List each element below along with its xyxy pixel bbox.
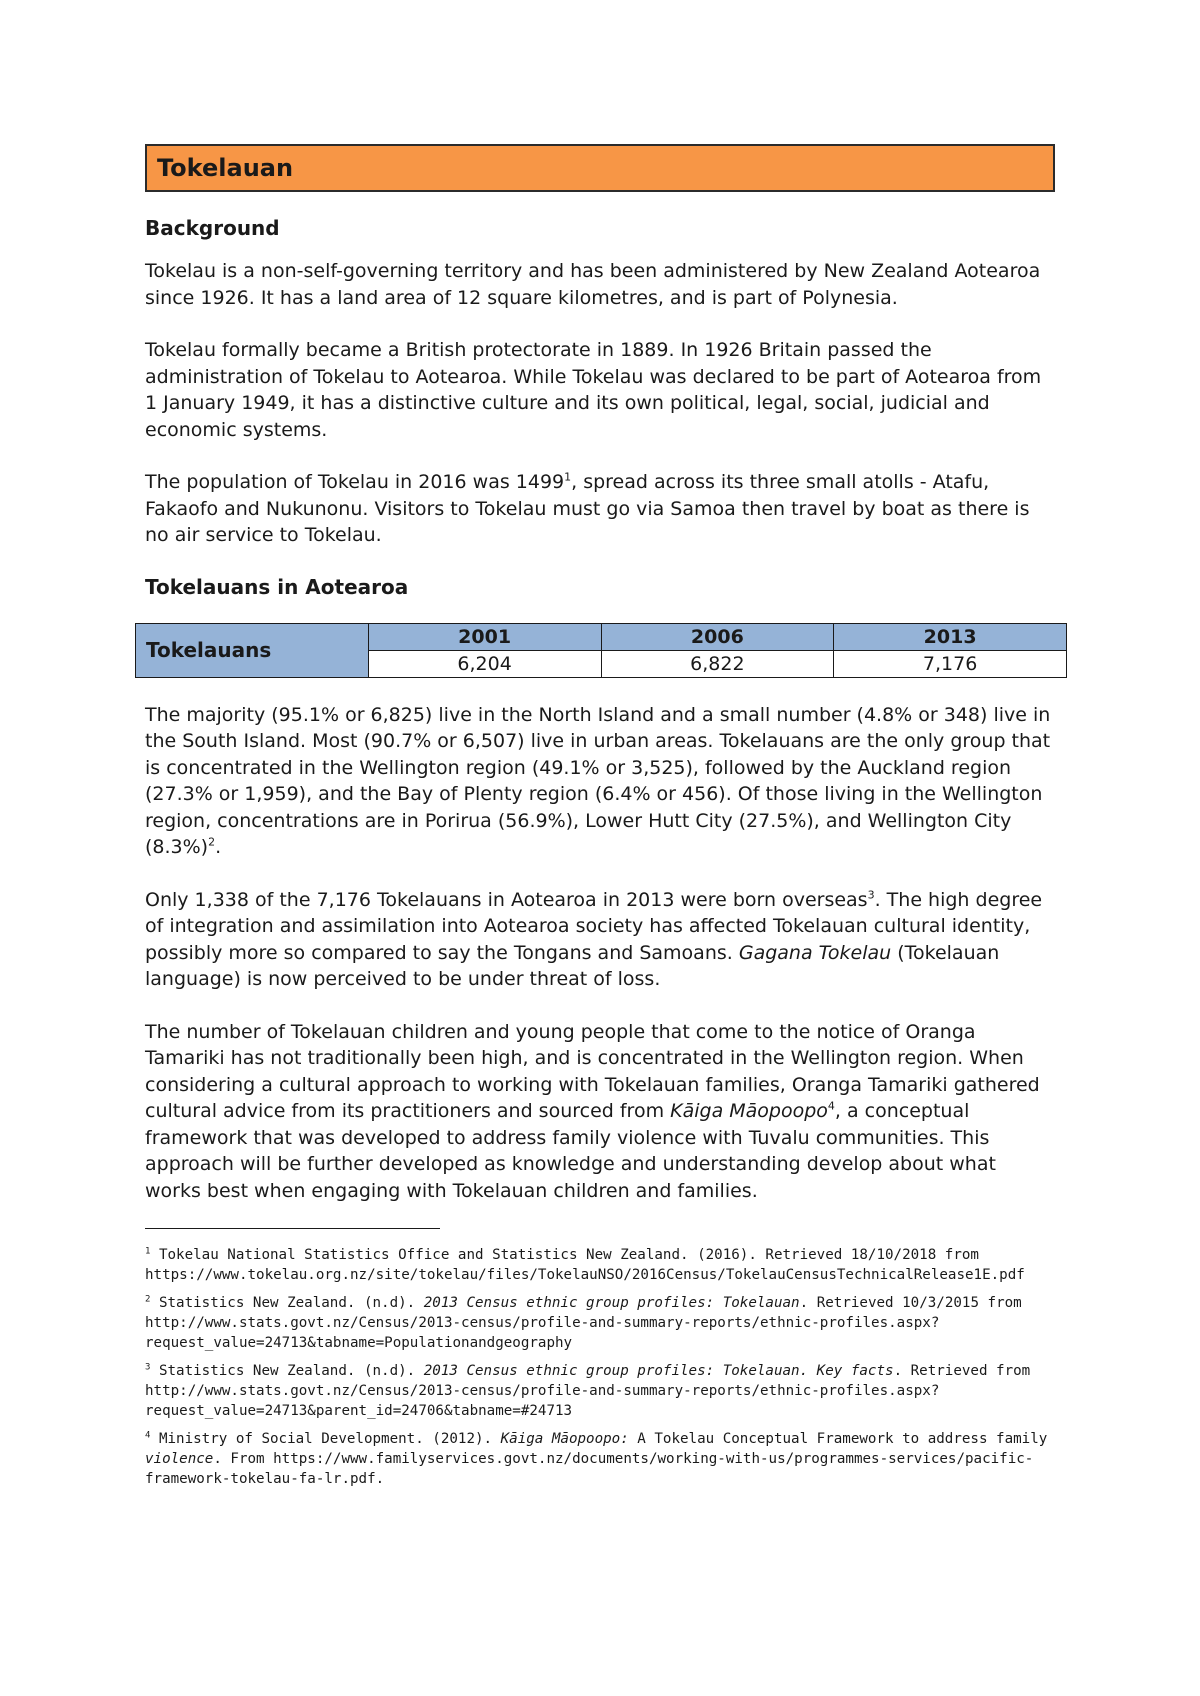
aotearoa-paragraph-1: The majority (95.1% or 6,825) live in the North Island and a small number (4.8% or 348) live in the South Island. Most (90.7% or 6,507) live in urban areas. Tokelauans are the only group that is concentrated in the Wellington region (49.1% or 3,525), followed by the Auckland region (27.3% or 1,959), and the Bay of Plenty region (6.4% or 456). Of those living in the Wellington region, concentrations are in Porirua (56.9%), Lower Hutt City (27.5%), and Wellington City $(8.3\%)^2$.	[145, 703, 1051, 858]
aotearoa-heading: Tokelauans in Aotearoa	[145, 574, 409, 599]
background-paragraph-3: The population of Tokelau in 2016 was 1499$^1$, spread across its three small atolls - Atafu, Fakaofo and Nukunonu. Visitors to Tokelau must go via Samoa then travel by boat as there is no air service to Tokelau.	[145, 470, 1030, 546]
footnote-ref-1: 1	[564, 470, 572, 484]
footnote-ref-2: 2	[208, 835, 216, 849]
table-cell-value: 6,822	[601, 650, 834, 677]
background-paragraph-2: Tokelau formally became a British protectorate in 1889. In 1926 Britain passed the administration of Tokelau to Aotearoa. While Tokelau was declared to be part of Aotearoa from 1 January 1949, it has a distinctive culture and its own political, legal, social, judicial and economic systems.	[145, 339, 1042, 441]
footnote-1: $^1$ Tokelau National Statistics Office and Statistics New Zealand. (2016). Retrieved 18/10/2018 from https://www.tokelau.org.nz/site/tokelau/files/TokelauNSO/2016Census/TokelauCensusTechnicalRelease1E.pdf	[145, 1246, 1025, 1283]
footnote-divider	[145, 1228, 440, 1229]
footnote-3: $^3$ Statistics New Zealand. (n.d). 2013 Census ethnic group profiles: Tokelauan. Key facts. Retrieved from http://www.stats.govt.nz/Census/2013-census/profile-and-summary-reports/ethnic-profiles.aspx?request_value=24713&parent_id=24706&tabname=#24713	[145, 1362, 1031, 1419]
language-name: Gagana Tokelau	[738, 941, 892, 964]
table-header-year: 2013	[834, 623, 1067, 650]
framework-name: Kāiga Māopoopo	[670, 1100, 828, 1122]
table-row-label: Tokelauans	[136, 623, 369, 677]
footnote-4: $^4$ Ministry of Social Development. (2012). Kāiga Māopoopo: A Tokelau Conceptual Framework to address family violence. From https://www.familyservices.govt.nz/documents/working-with-us/programmes-services/pacific-framework-tokelau-fa-lr.pdf.	[145, 1430, 1048, 1487]
table-header-year: 2006	[601, 623, 834, 650]
table-cell-value: 7,176	[834, 650, 1067, 677]
background-heading: Background	[145, 216, 280, 240]
table-header-year: 2001	[368, 623, 601, 650]
footnote-ref-3: 3	[867, 888, 875, 902]
aotearoa-paragraph-3: The number of Tokelauan children and young people that come to the notice of Oranga Tamariki has not traditionally been high, and is concentrated in the Wellington region. When considering a cultural approach to working with Tokelauan families, Oranga Tamariki gathered cultural advice from its practitioners and sourced from Kāiga Māopoopo$^4$, a conceptual framework that was developed to address family violence with Tuvalu communities. This approach will be further developed as knowledge and understanding develop about what works best when engaging with Tokelauan children and families.	[145, 1020, 1040, 1202]
table-cell-value: 6,204	[368, 650, 601, 677]
document-page	[145, 144, 1055, 1489]
title-banner	[145, 144, 1055, 192]
aotearoa-paragraph-2: Only 1,338 of the 7,176 Tokelauans in Aotearoa in 2013 were born overseas$^3$. The high degree of integration and assimilation into Aotearoa society has affected Tokelauan cultural identity, possibly more so compared to say the Tongans and Samoans. Gagana Tokelau (Tokelauan language) is now perceived to be under threat of loss.	[145, 888, 1043, 990]
footnote-2: $^2$ Statistics New Zealand. (n.d). 2013 Census ethnic group profiles: Tokelauan. Retrieved 10/3/2015 from http://www.stats.govt.nz/Census/2013-census/profile-and-summary-reports/ethnic-profiles.aspx?request_value=24713&tabname=Populationandgeography	[145, 1294, 1022, 1351]
page-title: Tokelauan	[157, 154, 294, 182]
footnote-ref-4: 4	[827, 1099, 835, 1113]
background-paragraph-1: Tokelau is a non-self-governing territory and has been administered by New Zealand Aotearoa since 1926. It has a land area of 12 square kilometres, and is part of Polynesia.	[145, 260, 1041, 309]
population-table	[135, 623, 1067, 678]
